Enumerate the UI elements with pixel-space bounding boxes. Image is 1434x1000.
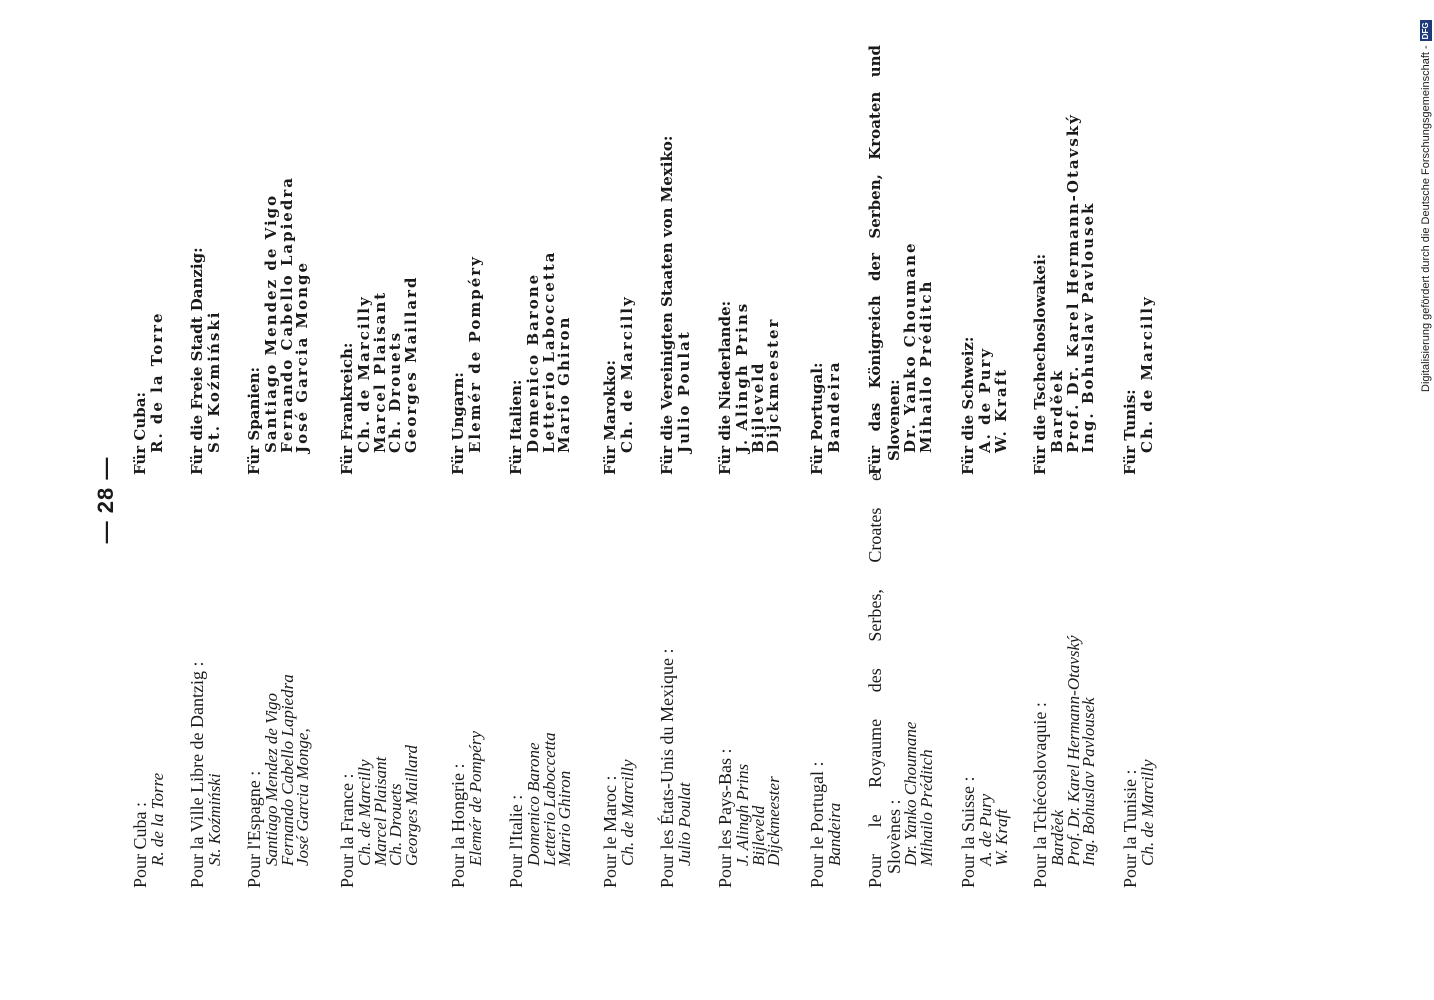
signatory-name: Marcel Plaisant bbox=[370, 290, 389, 453]
country-heading: Für Ungarn: bbox=[449, 372, 467, 475]
signatory-name: R. de la Torre bbox=[148, 311, 166, 453]
signatory-list bbox=[735, 45, 782, 475]
country-heading: Pour la Hongrie : bbox=[448, 763, 468, 888]
signatory-block bbox=[865, 45, 934, 475]
french-signatory-column bbox=[130, 468, 1190, 888]
signatory-name: Bijleveld bbox=[748, 361, 767, 453]
country-heading: Pour le Maroc : bbox=[600, 775, 620, 888]
signatory-block bbox=[130, 468, 166, 888]
signatory-name: Dr. Yanko Choumane bbox=[901, 241, 919, 453]
signatory-block bbox=[657, 468, 693, 888]
signatory-list bbox=[526, 468, 573, 888]
signatory-list bbox=[526, 45, 573, 475]
signatory-name: R. de la Torre bbox=[148, 772, 167, 866]
signatory-list bbox=[677, 468, 693, 888]
country-heading: Für die Vereinigten Staaten von Mexiko: bbox=[658, 135, 676, 475]
country-heading: Pour la Tchécoslovaquie : bbox=[1030, 702, 1050, 888]
signatory-list bbox=[207, 468, 223, 888]
country-heading: Pour Cuba : bbox=[130, 801, 150, 888]
digitization-credit-text: Digitalisierung gefördert durch die Deutsche Forschungsgemeinschaft - bbox=[1420, 45, 1432, 392]
signatory-block bbox=[244, 468, 311, 888]
country-heading: Pour l'Italie : bbox=[506, 794, 526, 888]
country-heading: Für die Niederlande: bbox=[716, 300, 734, 475]
signatory-block bbox=[807, 45, 843, 475]
signatory-name: A. de Pury bbox=[976, 793, 995, 866]
signatory-list bbox=[620, 45, 636, 475]
signatory-list bbox=[1140, 468, 1156, 888]
signatory-list bbox=[468, 468, 484, 888]
signatory-list bbox=[264, 468, 311, 888]
signatory-block bbox=[600, 45, 636, 475]
signatory-name: Mihailo Préditch bbox=[916, 749, 936, 866]
country-heading: Für die Tschechoslowakei: bbox=[1031, 253, 1049, 475]
signatory-block bbox=[130, 45, 166, 475]
signatory-list bbox=[207, 45, 223, 475]
signatory-block bbox=[506, 468, 573, 888]
signatory-name: Mario Ghiron bbox=[555, 315, 573, 453]
signatory-block bbox=[715, 468, 782, 888]
signatory-name: Ch. de Marcilly bbox=[1138, 759, 1157, 866]
signatory-block bbox=[807, 468, 843, 888]
signatory-name: Ch. de Marcilly bbox=[618, 759, 637, 866]
signatory-list bbox=[827, 468, 843, 888]
signatory-block bbox=[958, 468, 1009, 888]
signatory-name: Ch. de Marcilly bbox=[1138, 295, 1156, 453]
signatory-name: Bandeira bbox=[825, 802, 844, 866]
signatory-list bbox=[1140, 45, 1156, 475]
signatory-name: Letterio Laboccetta bbox=[539, 250, 558, 453]
dfg-logo: DFG bbox=[1421, 22, 1430, 40]
signatory-name: A. de Pury bbox=[976, 346, 994, 453]
country-heading: Pour le Royaume des Serbes, Croates et bbox=[865, 468, 885, 888]
signatory-name: Ing. Bohuslav Pavlousek bbox=[1079, 697, 1098, 866]
german-signatory-column bbox=[130, 45, 1190, 475]
country-heading: Für das Königreich der Serben, Kroaten und bbox=[866, 45, 884, 475]
signatory-name: J. Alingh Prins bbox=[733, 301, 751, 453]
signatory-name: Prof. Dr. Karel Hermann-Otavský bbox=[1063, 113, 1082, 453]
signatory-list bbox=[150, 468, 166, 888]
signatory-name: Ch. Drouets bbox=[386, 330, 404, 453]
signatory-name: Ing. Bohuslav Pavlousek bbox=[1079, 201, 1097, 453]
signatory-name: Bandeira bbox=[825, 360, 843, 453]
signatory-block bbox=[1030, 45, 1097, 475]
country-heading: Für Spanien: bbox=[245, 366, 263, 475]
signatory-block bbox=[865, 468, 934, 888]
signatory-name: Barděek bbox=[1048, 368, 1066, 453]
signatory-list bbox=[1050, 468, 1097, 888]
digitization-credit bbox=[1418, 12, 1434, 392]
signatory-name: St. Koźmiński bbox=[205, 773, 224, 866]
signatory-name: W. Kraft bbox=[991, 808, 1011, 866]
signatory-block bbox=[715, 45, 782, 475]
signatory-block bbox=[448, 468, 484, 888]
signatory-block bbox=[958, 45, 1009, 475]
signatory-name: J. Alingh Prins bbox=[733, 763, 752, 866]
signatory-list bbox=[677, 45, 693, 475]
signatory-name: José Garcia Monge, bbox=[293, 728, 312, 866]
signatory-list bbox=[903, 468, 934, 888]
country-heading: Für die Schweiz: bbox=[959, 336, 977, 475]
country-heading: Für Italien: bbox=[507, 379, 525, 475]
page-header bbox=[92, 0, 132, 1000]
signatory-list bbox=[150, 45, 166, 475]
signatory-name: Barděek bbox=[1048, 809, 1067, 866]
country-heading: Für Tunis: bbox=[1121, 389, 1139, 475]
signatory-name: Ch. de Marcilly bbox=[355, 759, 374, 866]
signatory-name: Ch. de Marcilly bbox=[618, 295, 636, 453]
signatory-block bbox=[1030, 468, 1097, 888]
signatory-name: Prof. Dr. Karel Hermann-Otavský bbox=[1063, 635, 1083, 866]
signatory-name: Julio Poulat bbox=[675, 782, 694, 866]
signatory-name: José Garcia Monge bbox=[293, 260, 311, 453]
signatory-name: Mihailo Préditch bbox=[916, 279, 935, 453]
country-heading: Für Cuba: bbox=[131, 391, 149, 475]
country-heading: Pour l'Espagne : bbox=[244, 770, 264, 888]
signatory-name: Dr. Yanko Choumane bbox=[901, 721, 920, 866]
signatory-list bbox=[620, 468, 636, 888]
signatory-block bbox=[600, 468, 636, 888]
country-heading: Pour le Portugal : bbox=[807, 761, 827, 888]
signatory-name: Georges Maillard bbox=[401, 275, 420, 453]
country-heading: Für Portugal: bbox=[808, 362, 826, 475]
country-heading: Pour les États-Unis du Mexique : bbox=[657, 648, 677, 888]
signatory-name: Mario Ghiron bbox=[555, 770, 574, 866]
signatory-list bbox=[357, 468, 419, 888]
signatory-name: Elemér de Pompéry bbox=[466, 730, 485, 866]
signatory-name: Letterio Laboccetta bbox=[539, 732, 559, 866]
signatory-block bbox=[448, 45, 484, 475]
signatory-list bbox=[357, 45, 419, 475]
signatory-name: Dijckmeester bbox=[764, 317, 782, 453]
country-heading: Pour la Tunisie : bbox=[1120, 769, 1140, 888]
signatory-list bbox=[978, 45, 1009, 475]
signatory-list bbox=[1050, 45, 1097, 475]
signatory-name: Bijleveld bbox=[748, 805, 768, 866]
signatory-name: Dijckmeester bbox=[764, 776, 783, 866]
country-heading: Für die Freie Stadt Danzig: bbox=[188, 247, 206, 475]
country-heading: Pour la Ville Libre de Dantzig : bbox=[187, 661, 207, 888]
signatory-block bbox=[1120, 45, 1156, 475]
signatory-list bbox=[903, 45, 934, 475]
country-heading: Für Marokko: bbox=[601, 360, 619, 475]
signatory-name: Julio Poulat bbox=[675, 330, 693, 453]
signatory-name: Fernando Cabello Lapiedra bbox=[277, 674, 297, 866]
country-heading: Pour la France : bbox=[337, 773, 357, 888]
signatory-name: Georges Maillard bbox=[401, 744, 421, 866]
signatory-name: Domenico Barone bbox=[524, 272, 542, 453]
signatory-block bbox=[244, 45, 311, 475]
signatory-list bbox=[827, 45, 843, 475]
country-heading: Pour les Pays-Bas : bbox=[715, 748, 735, 888]
signatory-block bbox=[337, 468, 419, 888]
signatory-list bbox=[735, 468, 782, 888]
signatory-list bbox=[978, 468, 1009, 888]
signatory-block bbox=[1120, 468, 1156, 888]
signatory-block bbox=[337, 45, 419, 475]
signatory-name: Domenico Barone bbox=[524, 742, 543, 866]
signatory-name: Santiago Mendez de Vigo bbox=[262, 693, 281, 866]
signatory-name: Elemér de Pompéry bbox=[466, 255, 484, 453]
signatory-name: St. Koźmiński bbox=[205, 310, 223, 453]
signatory-name: Ch. Drouets bbox=[386, 783, 405, 866]
signatory-list bbox=[264, 45, 311, 475]
signatory-block bbox=[187, 468, 223, 888]
signatory-block bbox=[657, 45, 693, 475]
signatory-name: W. Kraft bbox=[991, 368, 1010, 453]
signatory-list bbox=[468, 45, 484, 475]
country-heading: Pour la Suisse : bbox=[958, 776, 978, 888]
page-number: — 28 — bbox=[93, 456, 118, 544]
country-heading-continued: Slovènes : bbox=[884, 799, 904, 874]
signatory-name: Santiago Mendez de Vigo bbox=[262, 193, 280, 453]
signatory-block bbox=[187, 45, 223, 475]
country-heading: Für Frankreich: bbox=[338, 342, 356, 475]
signatory-name: Ch. de Marcilly bbox=[355, 295, 373, 453]
signatory-name: Marcel Plaisant bbox=[370, 756, 390, 866]
signatory-name: Fernando Cabello Lapiedra bbox=[277, 176, 296, 453]
country-heading-continued: Slovenen: bbox=[885, 379, 903, 461]
signatory-block bbox=[506, 45, 573, 475]
